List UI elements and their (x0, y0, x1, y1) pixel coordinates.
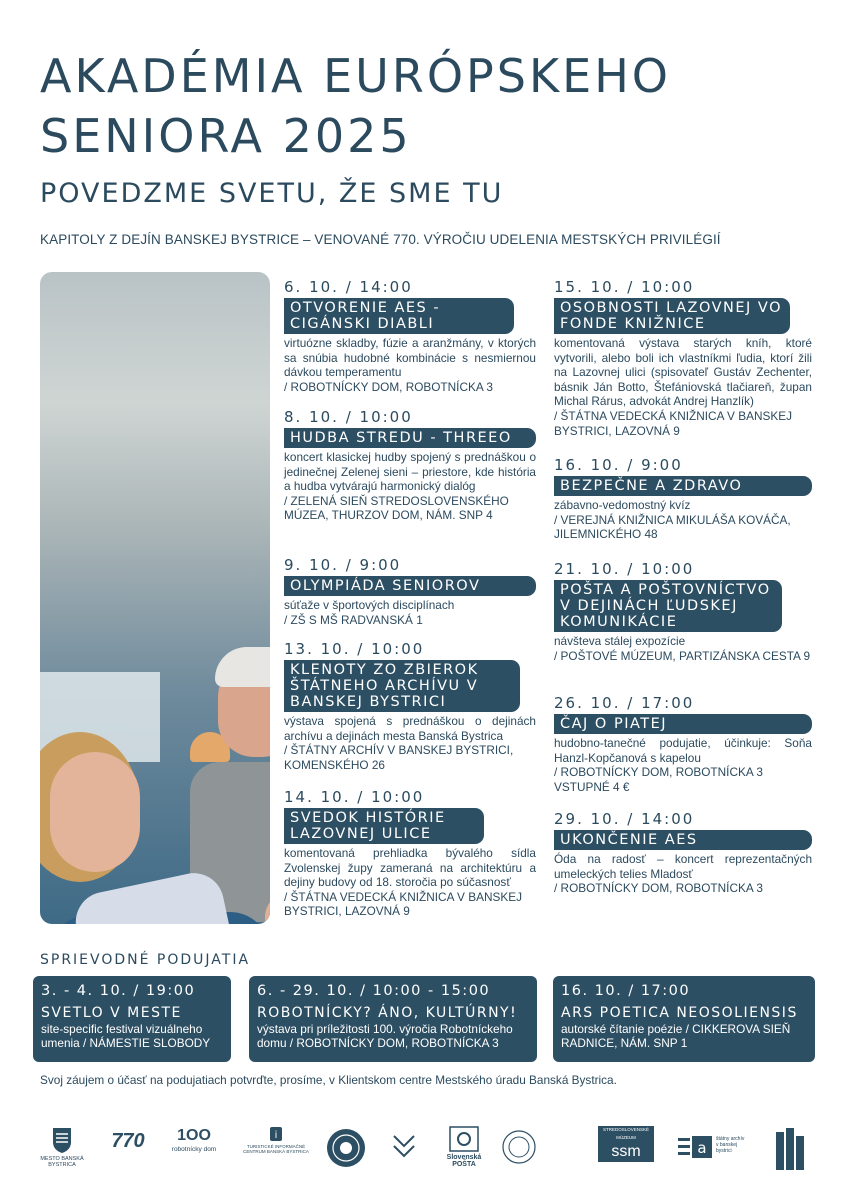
event-description: Óda na radosť – koncert reprezentačných umeleckých telies Mladosť (554, 852, 812, 881)
event-entry-fee: VSTUPNÉ 4 € (554, 779, 630, 794)
state-archive-logo (678, 1126, 748, 1172)
event-title: UKONČENIE AES (554, 830, 812, 850)
attendance-note: Svoj záujem o účasť na podujatiach potvrďte, prosíme, v Klientskom centre Mestského úradu Banská Bystrica. (40, 1073, 617, 1087)
posta-horn-icon (449, 1126, 479, 1152)
side-event-box (249, 976, 537, 1062)
event-item (284, 556, 536, 627)
event-item (284, 788, 536, 919)
archive-a-icon (678, 1136, 714, 1160)
library-emblem-icon (392, 1132, 416, 1162)
event-place: / VEREJNÁ KNIŽNICA MIKULÁŠA KOVÁČA, JILEMNICKÉHO 48 (554, 512, 791, 542)
event-description: koncert klasickej hudby spojený s prednáškou o jedinečnej Zelenej sieni – priestore, kde história a hudba vytvárajú harmonický dialóg (284, 450, 536, 494)
anniversary-logo (108, 1126, 148, 1172)
posta-text: Slovenská POŠTA (446, 1154, 482, 1168)
event-item (554, 456, 812, 542)
ssm-top-text: STREDOSLOVENSKÉ MÚZEUM (598, 1126, 654, 1142)
svg-text:i: i (274, 1130, 278, 1141)
side-event-date: 3. - 4. 10. / 19:00 (41, 983, 196, 999)
event-date: 13. 10. / 10:00 (284, 640, 425, 658)
event-title: SVEDOK HISTÓRIE LAZOVNEJ ULICE (284, 808, 484, 844)
event-item (284, 640, 536, 772)
event-title: HUDBA STREDU - THREEO (284, 428, 536, 448)
event-place: / ŠTÁTNA VEDECKÁ KNIŽNICA V BANSKEJ BYSTRICI, LAZOVNÁ 9 (554, 408, 792, 438)
seniors-photo (40, 272, 270, 924)
event-title: OLYMPIÁDA SENIOROV (284, 576, 536, 596)
state-archive-text: štátny archív v banskej bystrici (716, 1136, 745, 1154)
event-title: KLENOTY ZO ZBIEROK ŠTÁTNEHO ARCHÍVU V BANSKEJ BYSTRICI (284, 660, 520, 712)
event-date: 6. 10. / 14:00 (284, 278, 413, 296)
city-crest-icon (51, 1126, 73, 1154)
side-event-box (33, 976, 231, 1062)
event-date: 29. 10. / 14:00 (554, 810, 695, 828)
partner-logos (36, 1126, 816, 1176)
svg-text:a: a (697, 1139, 707, 1157)
tourist-info-text: TURISTICKÉ INFORMAČNÉ CENTRUM BANSKÁ BYSTRICA (243, 1144, 309, 1154)
info-icon (269, 1126, 283, 1142)
city-logo-text: MESTO BANSKÁ BYSTRICA (40, 1156, 84, 1168)
event-date: 16. 10. / 9:00 (554, 456, 683, 474)
event-title: OTVORENIE AES - CIGÁNSKI DIABLI (284, 298, 514, 334)
ssm-logo (598, 1126, 654, 1172)
anniversary-logo-text: 770 (111, 1130, 145, 1152)
side-event-box (553, 976, 815, 1062)
event-description: zábavno-vedomostný kvíz (554, 498, 691, 512)
event-description: súťaže v športových disciplínach (284, 598, 455, 612)
side-event-date: 16. 10. / 17:00 (561, 983, 691, 999)
event-date: 8. 10. / 10:00 (284, 408, 413, 426)
event-item (554, 278, 812, 438)
event-description: komentovaná prehliadka bývalého sídla Zvolenskej župy zameraná na architektúru a dejiny budovy od 18. storočia po súčasnosť (284, 846, 536, 890)
state-library-seal-icon (502, 1130, 536, 1164)
title-line-2: SENIORA 2025 (40, 109, 412, 163)
side-event-title: ROBOTNÍCKY? ÁNO, KULTÚRNY! (257, 1005, 518, 1021)
event-description: hudobno-tanečné podujatie, účinkuje: Soňa Hanzl-Kopčanová s kapelou (554, 736, 812, 765)
event-place: / ZELENÁ SIEŇ STREDOSLOVENSKÉHO MÚZEA, THURZOV DOM, NÁM. SNP 4 (284, 493, 509, 523)
event-date: 14. 10. / 10:00 (284, 788, 425, 806)
event-place: / ROBOTNÍCKY DOM, ROBOTNÍCKA 3 (554, 765, 763, 780)
event-date: 26. 10. / 17:00 (554, 694, 695, 712)
photo-man-hair (215, 647, 270, 687)
event-place: / ROBOTNÍCKY DOM, ROBOTNÍCKA 3 (284, 379, 493, 394)
event-item (554, 560, 812, 663)
photo-woman-face (50, 752, 140, 872)
slovenska-posta-logo (436, 1126, 492, 1172)
event-place: / POŠTOVÉ MÚZEUM, PARTIZÁNSKA CESTA 9 (554, 648, 811, 663)
book-spines-icon (776, 1128, 810, 1170)
side-events-heading: SPRIEVODNÉ PODUJATIA (40, 952, 251, 968)
event-date: 9. 10. / 9:00 (284, 556, 402, 574)
event-date: 15. 10. / 10:00 (554, 278, 695, 296)
side-event-description: site-specific festival vizuálneho umenia / NÁMESTIE SLOBODY (41, 1022, 211, 1050)
side-event-date: 6. - 29. 10. / 10:00 - 15:00 (257, 983, 491, 999)
event-item (284, 408, 536, 523)
city-logo (36, 1126, 88, 1172)
tourist-info-logo (242, 1126, 310, 1172)
event-place: / ŠTÁTNA VEDECKÁ KNIŽNICA V BANSKEJ BYSTRICI, LAZOVNÁ 9 (284, 889, 522, 919)
event-item (554, 810, 812, 896)
title-line-1: AKADÉMIA EURÓPSKEHO (40, 49, 671, 103)
event-title: BEZPEČNE A ZDRAVO (554, 476, 812, 496)
side-event-title: SVETLO V MESTE (41, 1005, 182, 1021)
robotnicky-dom-mark: 1OO (177, 1127, 211, 1144)
event-place: / ŠTÁTNY ARCHÍV V BANSKEJ BYSTRICI, KOMENSKÉHO 26 (284, 743, 514, 772)
event-place: / ROBOTNÍCKY DOM, ROBOTNÍCKA 3 (554, 881, 763, 896)
event-description: výstava spojená s prednáškou o dejinách archívu a dejinách mesta Banská Bystrica (284, 714, 536, 743)
event-date: 21. 10. / 10:00 (554, 560, 695, 578)
side-event-description: výstava pri príležitosti 100. výročia Robotníckeho domu / ROBOTNÍCKY DOM, ROBOTNÍCKA 3 (257, 1022, 513, 1050)
event-description: návšteva stálej expozície (554, 634, 686, 648)
event-place: / ZŠ S MŠ RADVANSKÁ 1 (284, 612, 423, 627)
event-description: komentovaná výstava starých kníh, ktoré vytvorili, alebo boli ich vlastníkmi ľudia, ktorí žili na Lazovnej ulici (spisovateľ Gustáv Zechenter, básnik Ján Botto, Štefániovská tlačiareň, župan Michal Rárus, advokát Andrej Hanzlík) (554, 336, 812, 409)
side-event-title: ARS POETICA NEOSOLIENSIS (561, 1005, 798, 1021)
side-event-description: autorské čítanie poézie / CIKKEROVA SIEŇ RADNICE, NÁM. SNP 1 (561, 1022, 791, 1050)
event-title: POŠTA A POŠTOVNÍCTVO V DEJINÁCH ĽUDSKEJ KOMUNIKÁCIE (554, 580, 782, 632)
event-item (554, 694, 812, 794)
poster-title (40, 46, 671, 166)
event-description: virtuózne skladby, fúzie a aranžmány, v ktorých sa snúbia hudobné kombinácie s nesmiernou dávkou temperamentu (284, 336, 536, 380)
poster-subtitle: POVEDZME SVETU, ŽE SME TU (40, 178, 504, 209)
robotnicky-dom-text: robotnícky dom (171, 1146, 217, 1153)
intro-line: KAPITOLY Z DEJÍN BANSKEJ BYSTRICE – VENOVANÉ 770. VÝROČIU UDELENIA MESTSKÝCH PRIVILÉGIÍ (40, 232, 721, 247)
ssm-text: ssm (598, 1142, 654, 1162)
robotnicky-dom-logo (162, 1126, 226, 1172)
event-item (284, 278, 536, 394)
event-title: ČAJ O PIATEJ (554, 714, 812, 734)
archive-seal-icon (326, 1128, 366, 1168)
event-title: OSOBNOSTI LAZOVNEJ VO FONDE KNIŽNICE (554, 298, 790, 334)
